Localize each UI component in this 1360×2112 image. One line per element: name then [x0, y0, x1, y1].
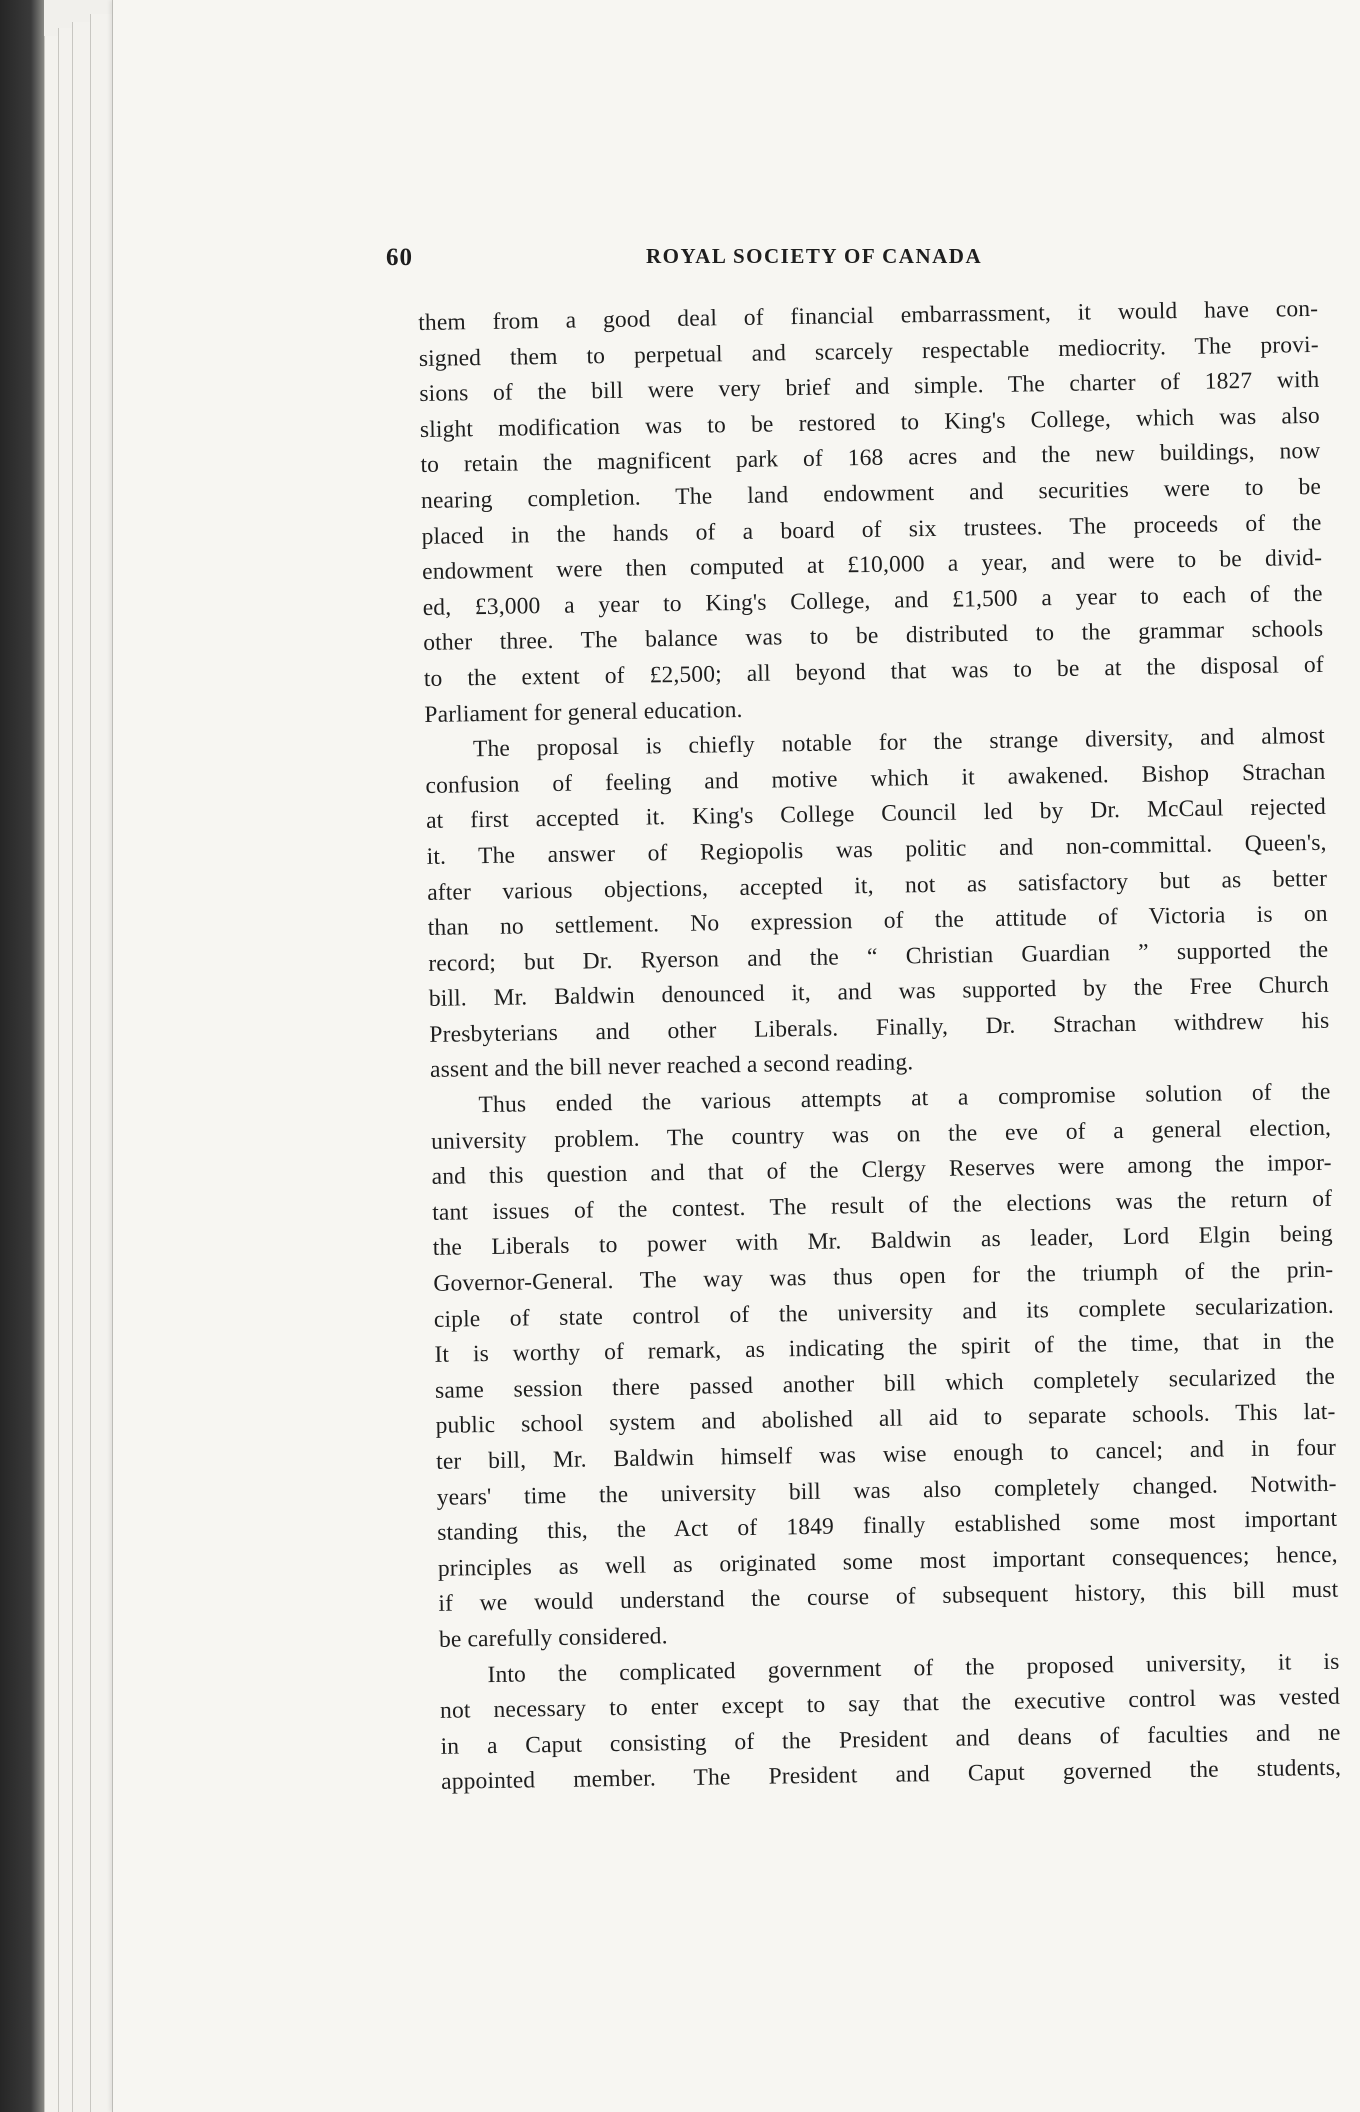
text-line: be carefully considered. [438, 1623, 668, 1653]
text-line: to retain the magnificent park of 168 acres and the new buildings, now [420, 438, 1321, 479]
text-line: at first accepted it. King's College Council led by Dr. McCaul rejected [425, 794, 1327, 835]
paragraph [439, 1644, 1341, 1800]
text-line: It is worthy of remark, as indicating the spirit of the time, that in the [434, 1327, 1335, 1369]
text-line: it. The answer of Regiopolis was politic and non-committal. Queen's, [426, 829, 1327, 870]
text-line: than no settlement. No expression of the attitude of Victoria is on [427, 900, 1328, 942]
text-line: Parliament for general education. [424, 696, 743, 728]
text-line: slight modification was to be restored to King's College, which was also [419, 402, 1321, 443]
text-line: ed, £3,000 a year to King's College, and £1,500 a year to each of the [422, 580, 1323, 621]
text-line: The proposal is chiefly notable for the strange diversity, and almost [472, 722, 1326, 763]
journal-title: ROYAL SOCIETY OF CANADA [646, 244, 983, 268]
text-line: to the extent of £2,500; all beyond that was to be at the disposal of [423, 651, 1324, 692]
text-line: Governor-General. The way was thus open for the triumph of the prin- [433, 1256, 1334, 1297]
running-head [386, 244, 1266, 278]
text-line: if we would understand the course of subsequent history, this bill must [438, 1577, 1339, 1618]
text-line: after various objections, accepted it, not as satisfactory but as better [427, 865, 1328, 906]
text-line: ciple of state control of the university and its complete secularization. [433, 1292, 1335, 1333]
paragraph [425, 719, 1330, 1089]
text-line: university problem. The country was on the eve of a general election, [430, 1114, 1332, 1155]
text-line: endowment were then computed at £10,000 a year, and were to be divid- [421, 544, 1323, 586]
text-line: the Liberals to power with Mr. Baldwin as leader, Lord Elgin being [432, 1221, 1333, 1262]
text-line: principles as well as originated some most important consequences; hence, [437, 1541, 1338, 1582]
text-line: public school system and abolished all aid to separate schools. This lat- [435, 1399, 1336, 1440]
text-line: standing this, the Act of 1849 finally established some most important [437, 1505, 1338, 1547]
text-line: tant issues of the contest. The result of the elections was the return of [432, 1185, 1333, 1226]
text-line: Presbyterians and other Liberals. Finally, Dr. Strachan withdrew his [429, 1007, 1330, 1048]
paragraph [418, 292, 1325, 733]
text-line: bill. Mr. Baldwin denounced it, and was supported by the Free Church [428, 972, 1329, 1013]
text-line: them from a good deal of financial embarrassment, it would have con- [418, 295, 1319, 336]
paragraph [430, 1075, 1339, 1659]
text-line: placed in the hands of a board of six trustees. The proceeds of the [421, 509, 1322, 550]
body-text [418, 292, 1341, 1801]
text-line: same session there passed another bill which completely secularized the [434, 1363, 1336, 1404]
text-line: sions of the bill were very brief and simple. The charter of 1827 with [419, 367, 1320, 408]
text-line: in a Caput consisting of the President and deans of faculties and ne [440, 1719, 1341, 1760]
text-line: other three. The balance was to be distributed to the grammar schools [423, 616, 1324, 657]
page-binding-edge [0, 0, 44, 2112]
text-line: appointed member. The President and Caput governed the students, [440, 1755, 1342, 1796]
text-line: record; but Dr. Ryerson and the “ Christian Guardian ” supported the [428, 936, 1329, 977]
text-line: confusion of feeling and motive which it awakened. Bishop Strachan [425, 758, 1326, 799]
text-line: and this question and that of the Clergy Reserves were among the impor- [431, 1150, 1332, 1191]
text-line: Into the complicated government of the proposed university, it is [487, 1648, 1340, 1688]
text-line: nearing completion. The land endowment and securities were to be [420, 473, 1322, 514]
text-line: ter bill, Mr. Baldwin himself was wise enough to cancel; and in four [435, 1434, 1337, 1475]
page-number: 60 [386, 244, 413, 271]
text-line: years' time the university bill was also completely changed. Notwith- [436, 1470, 1337, 1511]
text-line: not necessary to enter except to say that the executive control was vested [439, 1683, 1341, 1724]
text-line: Thus ended the various attempts at a compromise solution of the [478, 1078, 1331, 1119]
text-line: assent and the bill never reached a second reading. [429, 1049, 914, 1084]
text-line: signed them to perpetual and scarcely respectable mediocrity. The provi- [418, 331, 1319, 372]
